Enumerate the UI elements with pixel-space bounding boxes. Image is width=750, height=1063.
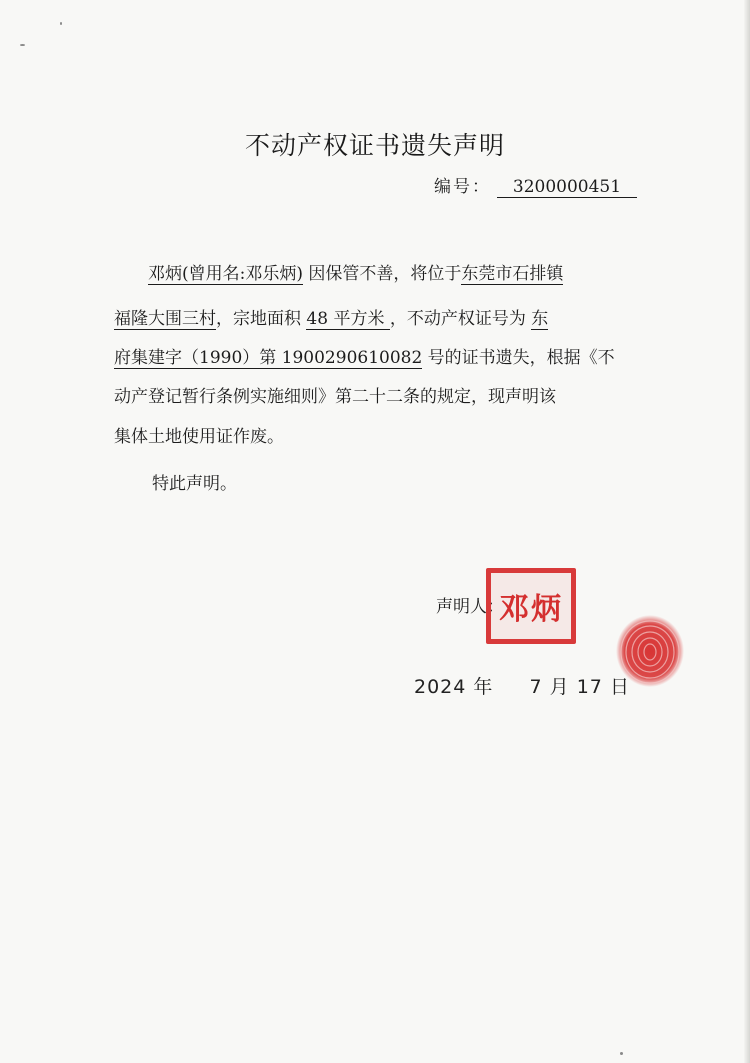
serial-number-row: [434, 172, 637, 198]
document-title: 不动产权证书遗失声明: [244, 131, 505, 160]
certificate-number-part-2: 府集建字（1990）第 1900290610082: [114, 348, 423, 368]
location-part-2: 福隆大围三村: [114, 309, 216, 329]
body-line-5: 集体土地使用证作废。: [114, 427, 284, 447]
land-area: 48 平方米: [306, 309, 390, 329]
scan-speck: [20, 44, 25, 46]
date-day: 17: [576, 676, 603, 698]
body-line-1: 邓炳(曾用名:邓乐炳) 因保管不善，将位于东莞市石排镇: [148, 264, 564, 284]
body-line-3: 府集建字（1990）第 1900290610082 号的证书遗失，根据《不: [114, 348, 615, 368]
date-month: 7: [529, 676, 543, 698]
serial-value: 3200000451: [497, 177, 637, 198]
date-year-unit: 年: [473, 676, 494, 698]
seal-stamp: [486, 568, 581, 646]
date-month-unit: 月: [549, 676, 570, 698]
closing-statement: 特此声明。: [152, 474, 237, 494]
scan-speck: [60, 22, 62, 25]
signer-label: 声明人：: [436, 597, 504, 617]
scan-speck: [620, 1052, 623, 1055]
certificate-number-part-1: 东: [531, 309, 549, 329]
date-year: 2024: [414, 676, 467, 698]
signature-date: [414, 672, 630, 699]
stamp-text: 邓炳: [499, 592, 563, 627]
body-line-2: 福隆大围三村，宗地面积 48 平方米 ，不动产权证号为 东: [114, 309, 549, 329]
date-day-unit: 日: [609, 676, 630, 698]
location-part-1: 东莞市石排镇: [461, 264, 564, 284]
owner-name: 邓炳(曾用名:邓乐炳): [148, 264, 303, 284]
serial-label: 编号：: [434, 177, 491, 197]
body-line-4: 动产登记暂行条例实施细则》第二十二条的规定，现声明该: [114, 387, 556, 407]
